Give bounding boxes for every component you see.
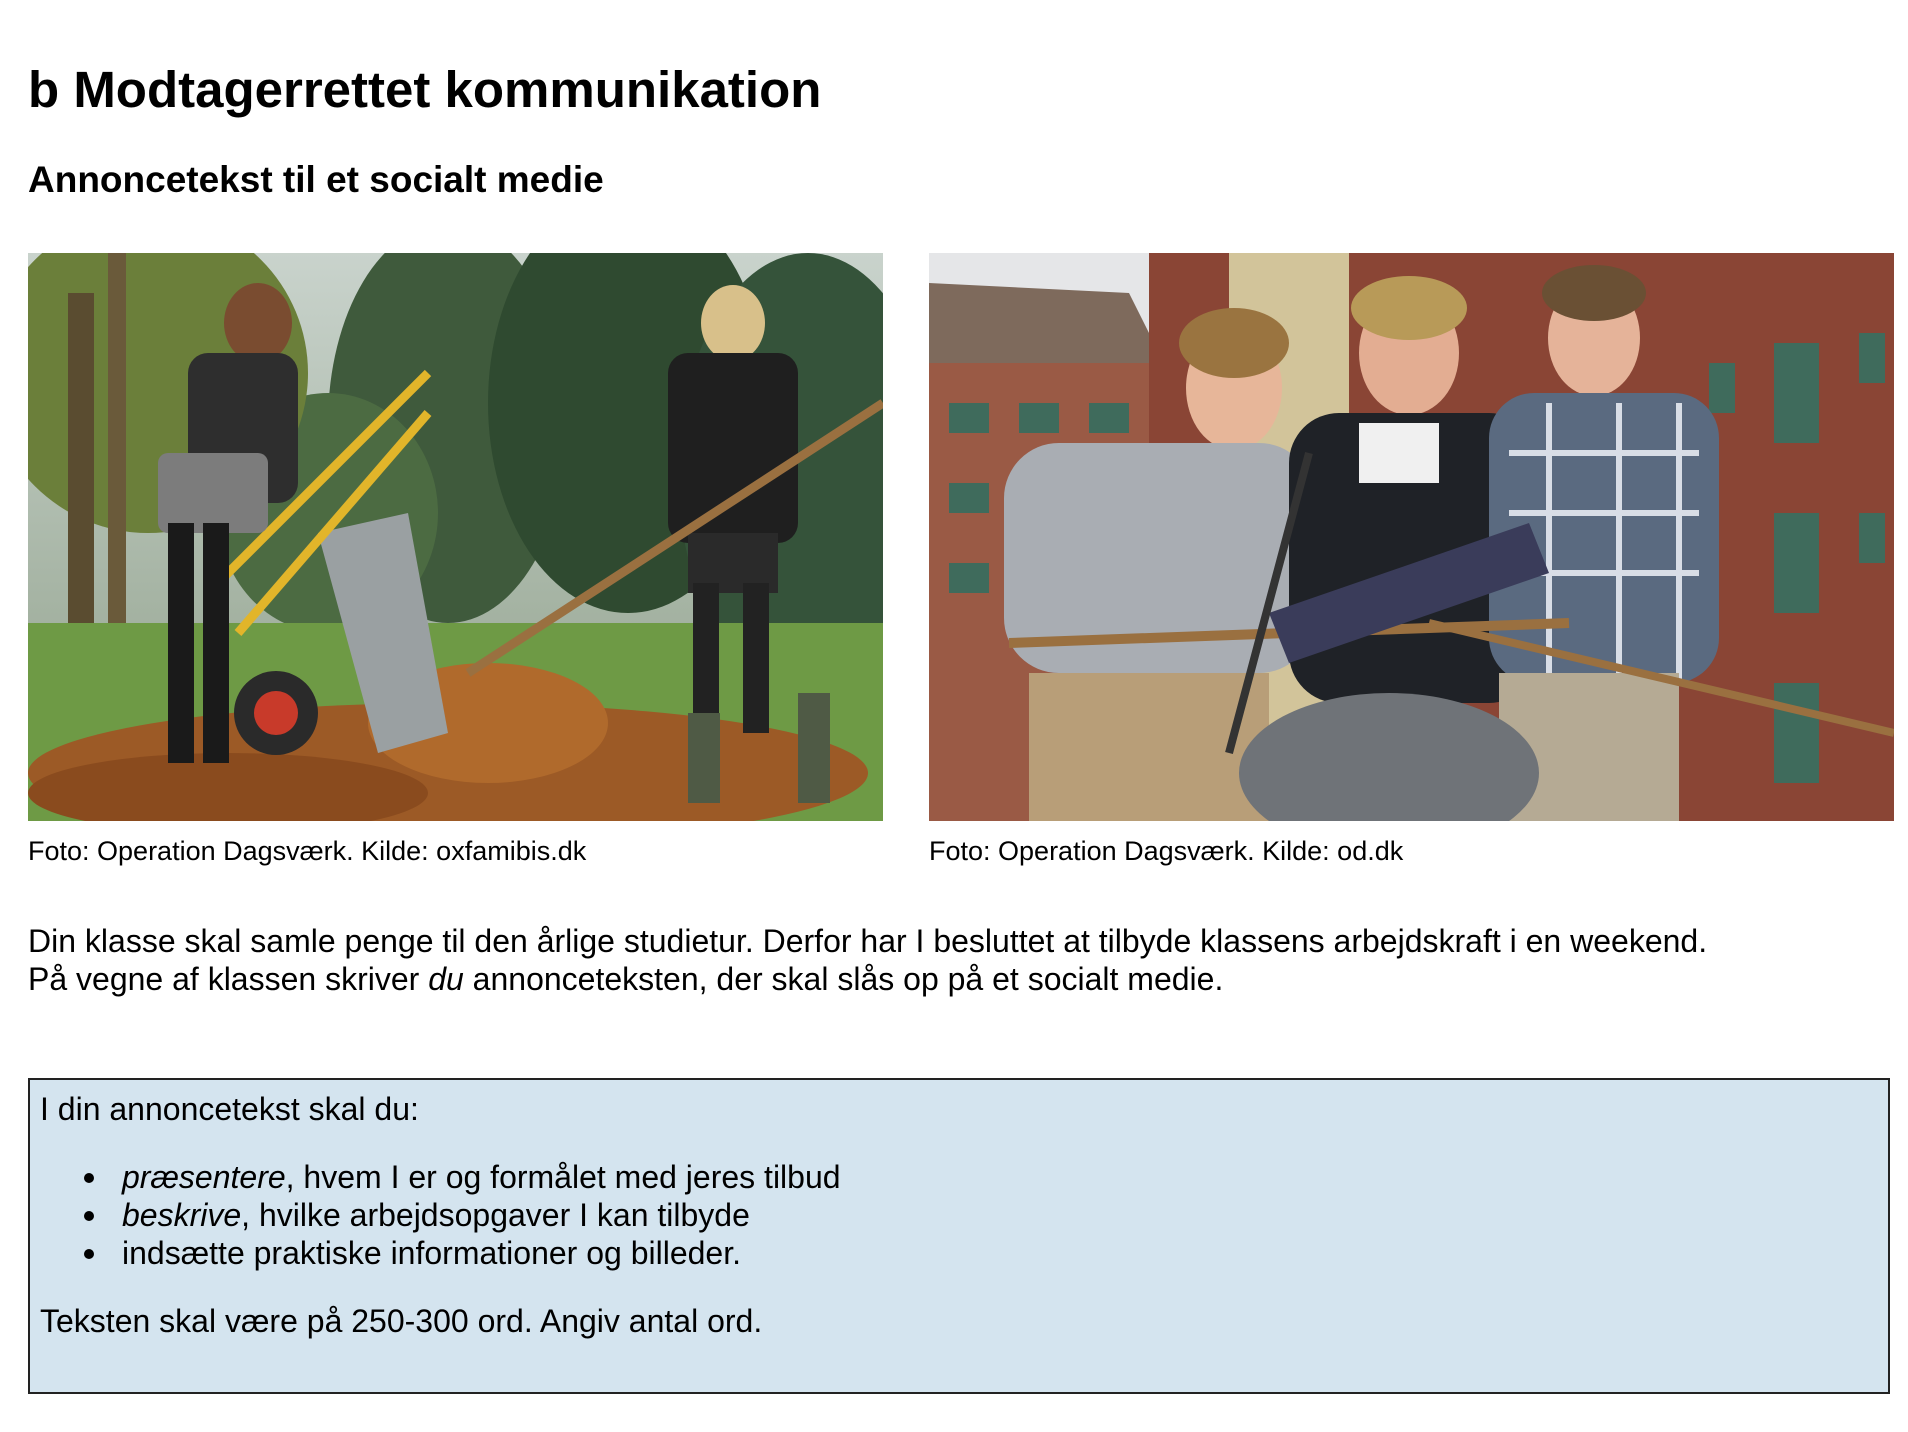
- task-footer: Teksten skal være på 250-300 ord. Angiv antal ord.: [40, 1303, 763, 1339]
- list-item-verb: beskrive: [122, 1197, 242, 1233]
- photo-students-with-tools-illustration: [929, 253, 1894, 821]
- figure-leaves-photo: [28, 253, 883, 867]
- intro-line-2: [28, 960, 1707, 998]
- list-item-text: , hvem I er og formålet med jeres tilbud: [285, 1159, 841, 1195]
- figure-caption-left: Foto: Operation Dagsværk. Kilde: oxfamibis.dk: [28, 836, 587, 866]
- bullet-icon: [84, 1211, 94, 1221]
- intro-line-2-after: annonceteksten, der skal slås op på et socialt medie.: [463, 961, 1224, 997]
- photo-raking-leaves-illustration: [28, 253, 883, 821]
- list-item: [122, 1234, 1878, 1272]
- bullet-icon: [84, 1249, 94, 1259]
- figure-caption-right: Foto: Operation Dagsværk. Kilde: od.dk: [929, 836, 1404, 866]
- section-subtitle: Annoncetekst til et socialt medie: [28, 159, 604, 200]
- list-item-text: indsætte praktiske informationer og billeder.: [122, 1235, 741, 1271]
- list-item: [122, 1158, 1878, 1196]
- photo-students-with-tools: [929, 253, 1894, 821]
- figure-students-photo: [929, 253, 1894, 867]
- list-item-verb: præsentere: [122, 1159, 286, 1195]
- intro-line-1: Din klasse skal samle penge til den årlige studietur. Derfor har I besluttet at tilbyde klassens arbejdskraft i en weekend.: [28, 923, 1708, 959]
- bullet-icon: [84, 1173, 94, 1183]
- list-item: [122, 1196, 1878, 1234]
- intro-line-2-emphasis: du: [428, 961, 464, 997]
- intro-line-2-before: På vegne af klassen skriver: [28, 961, 429, 997]
- task-lead: I din annoncetekst skal du:: [40, 1091, 419, 1127]
- photo-raking-leaves: [28, 253, 883, 821]
- task-list: [40, 1158, 1878, 1272]
- intro-text: [28, 922, 1707, 998]
- list-item-text: , hvilke arbejdsopgaver I kan tilbyde: [241, 1197, 750, 1233]
- task-box: [28, 1078, 1890, 1394]
- page-title: b Modtagerrettet kommunikation: [28, 61, 822, 118]
